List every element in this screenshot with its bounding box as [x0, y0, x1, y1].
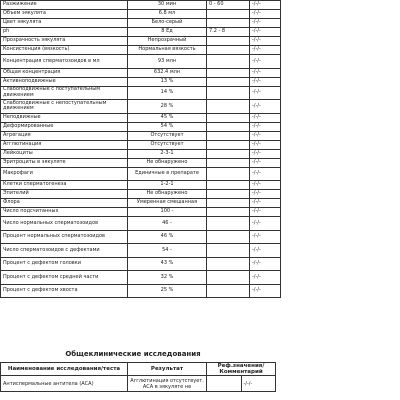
cell-comment: -/-/- — [250, 68, 281, 77]
cell-name: Макрофаги — [1, 167, 128, 181]
cell-name: Число нормальных сперматозоидов — [1, 217, 128, 231]
cell-ref — [207, 100, 250, 114]
header-ref: Реф.значения — [217, 363, 263, 369]
cell-ref — [207, 284, 250, 298]
cell-name: Эритроциты в эякуляте — [1, 158, 128, 167]
table-row — [1, 230, 281, 244]
cell-name: Объем эякулята — [1, 10, 128, 19]
table-row — [1, 140, 281, 149]
cell-comment: -/-/- — [250, 181, 281, 190]
table-row — [1, 37, 281, 46]
cell-ref — [207, 37, 250, 46]
cell-comment: -/-/- — [250, 244, 281, 258]
cell-result: Агглютинация отсутствует. АСА в эякуляте не — [128, 376, 207, 392]
cell-ref — [207, 217, 250, 231]
clinical-tests-table — [0, 362, 276, 392]
cell-result: 8 Ед — [128, 28, 207, 37]
cell-name: Консистенция (вязкость) — [1, 46, 128, 55]
cell-comment: -/-/- — [250, 230, 281, 244]
cell-name: Антиспермальные антитела (АСА) — [1, 376, 128, 392]
cell-result: Не обнаружено — [128, 190, 207, 199]
table-row — [1, 28, 281, 37]
cell-result: 632.4 млн — [128, 68, 207, 77]
cell-result: Единичные в препарате — [128, 167, 207, 181]
cell-ref — [207, 158, 250, 167]
cell-name: Цвет эякулята — [1, 19, 128, 28]
cell-ref — [207, 113, 250, 122]
cell-ref — [207, 149, 250, 158]
clinical-tests-sheet — [0, 362, 276, 392]
cell-comment: -/-/- — [250, 37, 281, 46]
cell-name: Деформированные — [1, 122, 128, 131]
cell-ref — [207, 140, 250, 149]
cell-comment: -/-/- — [250, 271, 281, 285]
cell-comment: -/-/- — [250, 100, 281, 114]
cell-ref — [207, 257, 250, 271]
cell-name: Процент с дефектом хвоста — [1, 284, 128, 298]
cell-result: Отсутствует — [128, 140, 207, 149]
cell-result: 13 % — [128, 77, 207, 86]
cell-ref — [207, 376, 242, 392]
table-row — [1, 376, 276, 392]
table-row — [1, 208, 281, 217]
cell-result: Отсутствует — [128, 131, 207, 140]
cell-result: 43 % — [128, 257, 207, 271]
cell-name: Процент с дефектом головки — [1, 257, 128, 271]
semen-analysis-table-body — [1, 1, 281, 298]
cell-ref — [207, 131, 250, 140]
cell-ref — [207, 46, 250, 55]
cell-name: ph — [1, 28, 128, 37]
cell-comment: -/-/- — [250, 158, 281, 167]
header-comment: Комментарий — [219, 369, 263, 375]
cell-name: Активноподвижные — [1, 77, 128, 86]
cell-ref — [207, 181, 250, 190]
cell-comment: -/-/- — [250, 10, 281, 19]
table-row — [1, 55, 281, 69]
cell-comment: -/-/- — [241, 376, 276, 392]
cell-name: Слабоподвижные с непоступательным движением — [1, 100, 128, 114]
table-row — [1, 100, 281, 114]
cell-result: 28 % — [128, 100, 207, 114]
table-row — [1, 113, 281, 122]
cell-comment: -/-/- — [250, 140, 281, 149]
cell-comment: -/-/- — [250, 217, 281, 231]
cell-result: Непрозрачный — [128, 37, 207, 46]
cell-result: Бело-серый — [128, 19, 207, 28]
cell-ref — [207, 122, 250, 131]
cell-name: Агглютинация — [1, 140, 128, 149]
cell-ref — [207, 77, 250, 86]
cell-comment: -/-/- — [250, 46, 281, 55]
cell-result: 100 - — [128, 208, 207, 217]
cell-result: 54 % — [128, 122, 207, 131]
cell-comment: -/-/- — [250, 149, 281, 158]
cell-comment: -/-/- — [250, 122, 281, 131]
cell-ref — [207, 19, 250, 28]
cell-result: 54 - — [128, 244, 207, 258]
table-row — [1, 10, 281, 19]
cell-name: Общая концентрация — [1, 68, 128, 77]
cell-result: 30 мин — [128, 1, 207, 10]
header-name: Наименование исследования/теста — [1, 363, 128, 376]
table-row — [1, 257, 281, 271]
cell-result: 14 % — [128, 86, 207, 100]
cell-comment: -/-/- — [250, 77, 281, 86]
cell-result: 93 млн — [128, 55, 207, 69]
cell-ref — [207, 167, 250, 181]
cell-result: Нормальная вязкость — [128, 46, 207, 55]
table-row — [1, 68, 281, 77]
table-row — [1, 190, 281, 199]
cell-name: Слабоподвижные с поступательным движением — [1, 86, 128, 100]
table-row — [1, 77, 281, 86]
cell-result: 46 % — [128, 230, 207, 244]
cell-name: Прозрачность эякулята — [1, 37, 128, 46]
table-header-row — [1, 363, 276, 376]
cell-comment: -/-/- — [250, 190, 281, 199]
table-row — [1, 181, 281, 190]
table-row — [1, 271, 281, 285]
cell-ref — [207, 68, 250, 77]
table-row — [1, 1, 281, 10]
table-row — [1, 46, 281, 55]
cell-ref: 7.2 - 8 — [207, 28, 250, 37]
cell-result: 25 % — [128, 284, 207, 298]
table-row — [1, 284, 281, 298]
table-row — [1, 158, 281, 167]
table-row — [1, 244, 281, 258]
cell-result: 45 % — [128, 113, 207, 122]
cell-comment: -/-/- — [250, 113, 281, 122]
cell-name: Агрегация — [1, 131, 128, 140]
cell-name: Концентрация сперматозоидов в мл — [1, 55, 128, 69]
cell-comment: -/-/- — [250, 131, 281, 140]
cell-result: 2-3-1 — [128, 149, 207, 158]
cell-result: 46 - — [128, 217, 207, 231]
cell-ref — [207, 199, 250, 208]
cell-result: Умеренная смешанная — [128, 199, 207, 208]
cell-comment: -/-/- — [250, 1, 281, 10]
cell-name: Неподвижные — [1, 113, 128, 122]
cell-name: Число подсчитанных — [1, 208, 128, 217]
cell-name: Процент с дефектом средней части — [1, 271, 128, 285]
cell-name: Клетки сперматогенеза — [1, 181, 128, 190]
cell-ref — [207, 55, 250, 69]
cell-comment: -/-/- — [250, 167, 281, 181]
table-row — [1, 149, 281, 158]
cell-name: Эпителий — [1, 190, 128, 199]
cell-ref — [207, 10, 250, 19]
table-row — [1, 19, 281, 28]
cell-name: Процент нормальных сперматозоидов — [1, 230, 128, 244]
cell-name: Число сперматозоидов с дефектами — [1, 244, 128, 258]
cell-result: Не обнаружено — [128, 158, 207, 167]
cell-comment: -/-/- — [250, 28, 281, 37]
cell-ref — [207, 271, 250, 285]
table-row — [1, 131, 281, 140]
table-row — [1, 167, 281, 181]
cell-comment: -/-/- — [250, 284, 281, 298]
cell-name: Флора — [1, 199, 128, 208]
table-row — [1, 122, 281, 131]
cell-result: 32 % — [128, 271, 207, 285]
cell-comment: -/-/- — [250, 199, 281, 208]
cell-name: Лейкоциты — [1, 149, 128, 158]
cell-name: Разжижение — [1, 1, 128, 10]
table-row — [1, 86, 281, 100]
table-row — [1, 217, 281, 231]
cell-ref — [207, 244, 250, 258]
section-title: Общеклинические исследования — [65, 350, 201, 358]
cell-result: 1-2-1 — [128, 181, 207, 190]
table-row — [1, 199, 281, 208]
cell-comment: -/-/- — [250, 55, 281, 69]
cell-ref — [207, 208, 250, 217]
cell-comment: -/-/- — [250, 257, 281, 271]
cell-ref: 0 - 60 — [207, 1, 250, 10]
header-result: Результат — [128, 363, 207, 376]
cell-ref — [207, 230, 250, 244]
header-ref-comment: Реф.значения/Комментарий — [207, 363, 276, 376]
cell-ref — [207, 86, 250, 100]
cell-comment: -/-/- — [250, 86, 281, 100]
cell-comment: -/-/- — [250, 208, 281, 217]
cell-result: 6.8 мл — [128, 10, 207, 19]
cell-ref — [207, 190, 250, 199]
cell-comment: -/-/- — [250, 19, 281, 28]
